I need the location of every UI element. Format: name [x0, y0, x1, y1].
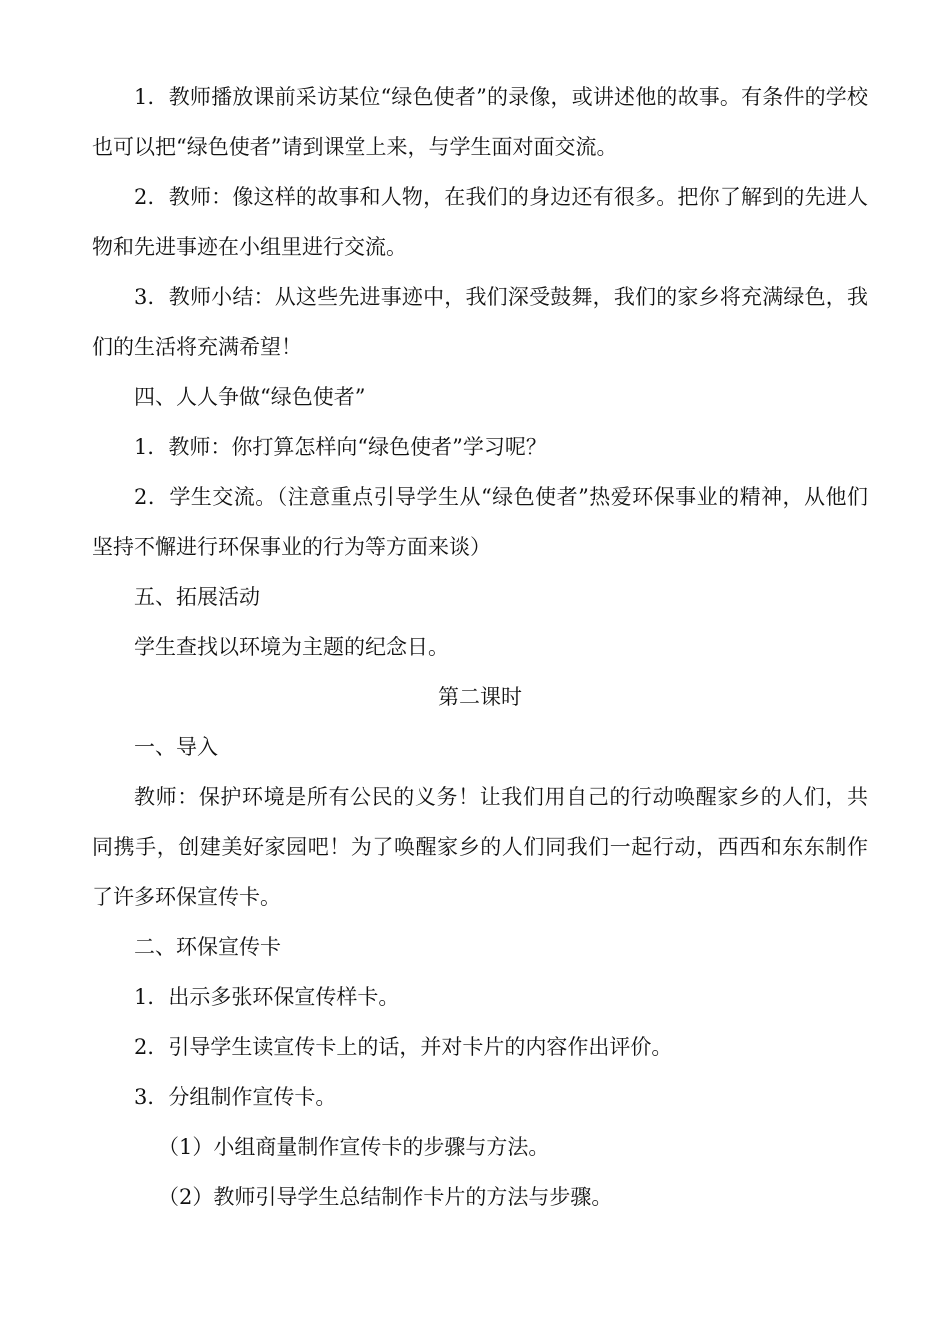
paragraph-sub-step-2: （2）教师引导学生总结制作卡片的方法与步骤。: [158, 1185, 613, 1209]
section-heading-intro: 一、导入: [134, 735, 218, 759]
document-page: [92, 72, 868, 1222]
paragraph-teacher-exchange: 2．教师：像这样的故事和人物，在我们的身边还有很多。把你了解到的先进人物和先进事迹在小组里进行交流。: [92, 185, 868, 259]
paragraph-student-exchange: 2．学生交流。（注意重点引导学生从“绿色使者”热爱环保事业的精神，从他们坚持不懈进行环保事业的行为等方面来谈）: [92, 485, 868, 559]
paragraph-show-cards: 1．出示多张环保宣传样卡。: [134, 985, 400, 1009]
section-heading-cards: 二、环保宣传卡: [134, 935, 281, 959]
section-heading-extension: 五、拓展活动: [134, 585, 260, 609]
paragraph-video-story: 1．教师播放课前采访某位“绿色使者”的录像，或讲述他的故事。有条件的学校也可以把“绿色使者”请到课堂上来，与学生面对面交流。: [92, 85, 868, 159]
paragraph-sub-step-1: （1）小组商量制作宣传卡的步骤与方法。: [158, 1135, 550, 1159]
paragraph-teacher-question: 1．教师：你打算怎样向“绿色使者”学习呢？: [134, 435, 547, 459]
paragraph-teacher-intro: 教师：保护环境是所有公民的义务！让我们用自己的行动唤醒家乡的人们，共同携手，创建美好家园吧！为了唤醒家乡的人们同我们一起行动，西西和东东制作了许多环保宣传卡。: [92, 785, 868, 909]
paragraph-teacher-summary: 3．教师小结：从这些先进事迹中，我们深受鼓舞，我们的家乡将充满绿色，我们的生活将充满希望！: [92, 285, 868, 359]
lesson-title-second: 第二课时: [438, 685, 522, 709]
paragraph-make-cards: 3．分组制作宣传卡。: [134, 1085, 337, 1109]
section-heading-green-envoy: 四、人人争做“绿色使者”: [134, 385, 366, 409]
paragraph-find-days: 学生查找以环境为主题的纪念日。: [134, 635, 449, 659]
paragraph-read-cards: 2．引导学生读宣传卡上的话，并对卡片的内容作出评价。: [134, 1035, 673, 1059]
